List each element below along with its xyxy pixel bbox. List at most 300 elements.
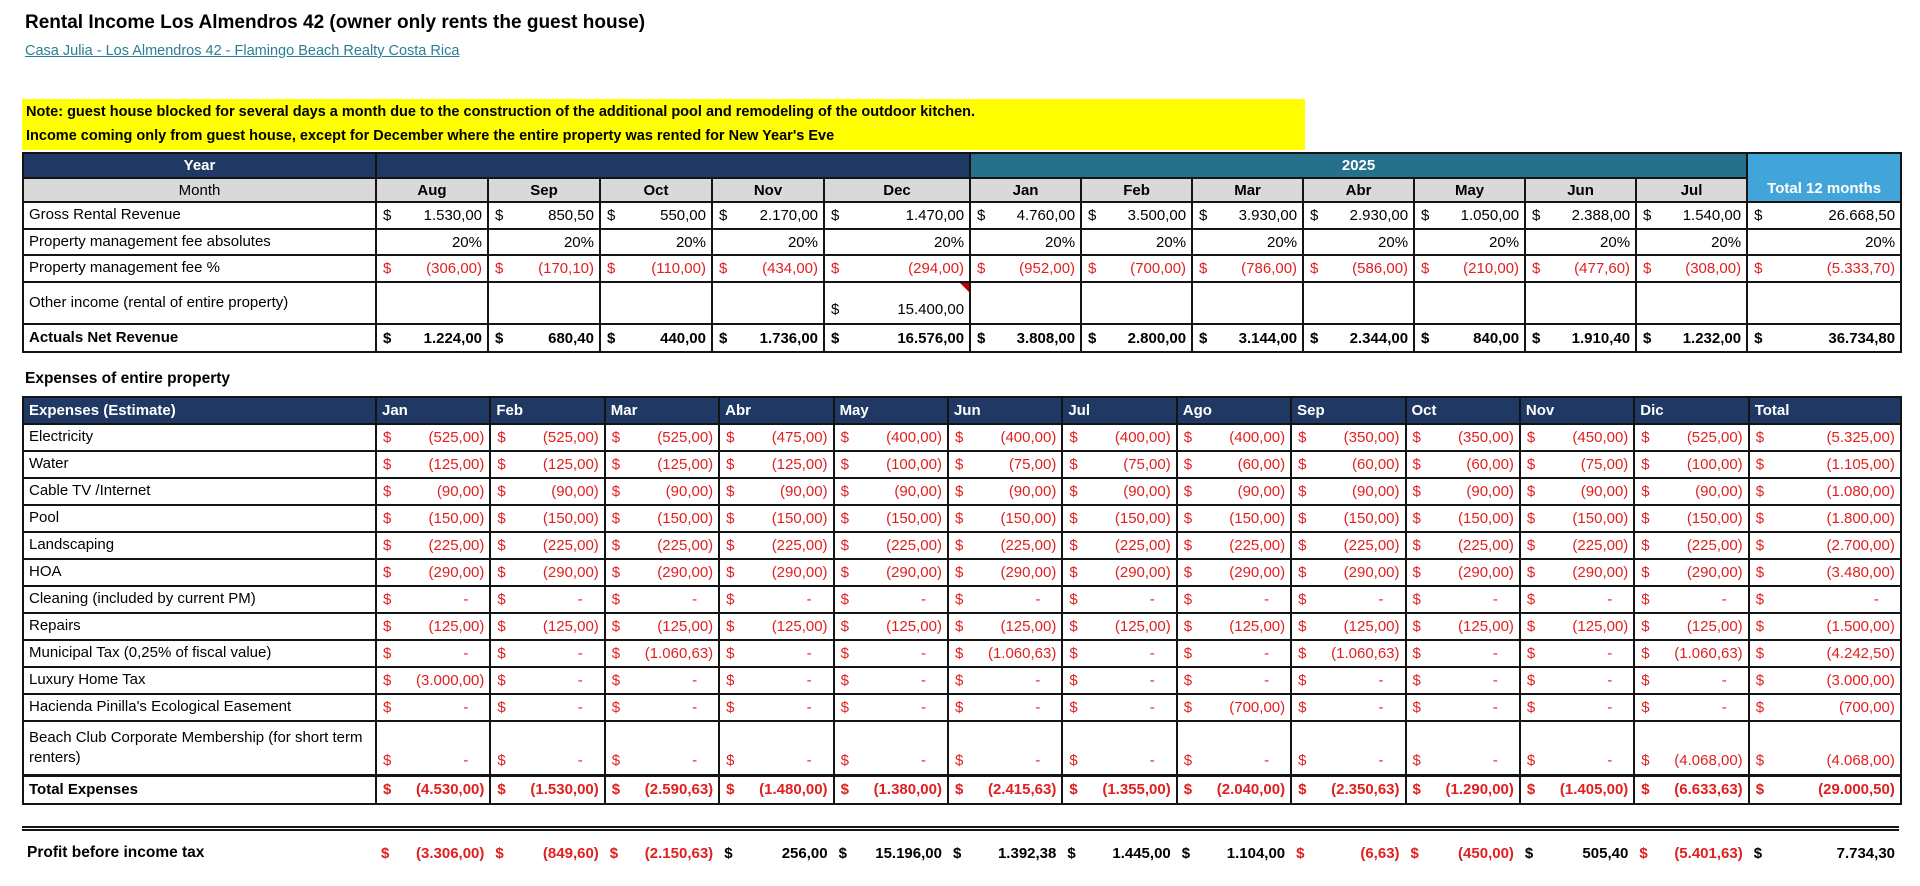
value-cell[interactable] — [1062, 532, 1176, 559]
value-cell[interactable] — [1520, 505, 1634, 532]
value-cell[interactable] — [490, 775, 604, 804]
value-cell[interactable] — [1177, 478, 1291, 505]
property-link[interactable]: Casa Julia - Los Almendros 42 - Flamingo Beach Realty Costa Rica — [25, 43, 460, 59]
year-2025-banner-cell[interactable]: 2025 — [970, 153, 1747, 178]
row-label[interactable]: Cable TV /Internet — [23, 478, 376, 505]
value-cell[interactable] — [1406, 613, 1520, 640]
value-cell[interactable] — [1062, 613, 1176, 640]
value-cell[interactable] — [1303, 202, 1414, 229]
value-cell[interactable] — [1291, 451, 1405, 478]
value-cell[interactable] — [719, 424, 833, 451]
value-cell[interactable] — [1177, 775, 1291, 804]
value-cell[interactable] — [1177, 559, 1291, 586]
value-cell[interactable] — [719, 613, 833, 640]
cell-value: - — [577, 591, 583, 608]
value-cell[interactable] — [1062, 694, 1176, 721]
value-cell[interactable] — [834, 775, 948, 804]
value-cell[interactable] — [712, 202, 824, 229]
month-header[interactable]: Jul — [1636, 178, 1747, 202]
value-cell[interactable] — [1634, 451, 1748, 478]
value-cell[interactable] — [376, 721, 490, 775]
value-cell[interactable] — [834, 451, 948, 478]
value-cell[interactable] — [490, 451, 604, 478]
value-cell[interactable] — [1062, 586, 1176, 613]
value-cell[interactable] — [1406, 505, 1520, 532]
value-cell[interactable] — [948, 694, 1062, 721]
value-cell[interactable] — [1749, 559, 1901, 586]
value-cell[interactable] — [375, 838, 489, 868]
value-cell[interactable] — [1634, 721, 1748, 775]
value-cell[interactable] — [605, 721, 719, 775]
value-cell[interactable] — [948, 640, 1062, 667]
value-cell[interactable] — [970, 324, 1081, 352]
value-cell[interactable] — [1192, 255, 1303, 282]
value-cell[interactable] — [1406, 640, 1520, 667]
value-cell[interactable] — [376, 229, 488, 255]
value-cell[interactable] — [1636, 324, 1747, 352]
month-header[interactable]: Dec — [824, 178, 970, 202]
value-cell[interactable] — [1749, 505, 1901, 532]
value-cell[interactable] — [1634, 667, 1748, 694]
value-cell[interactable] — [1747, 202, 1901, 229]
value-cell[interactable] — [824, 324, 970, 352]
month-header[interactable]: May — [1414, 178, 1525, 202]
value-cell[interactable] — [600, 202, 712, 229]
value-cell[interactable] — [1062, 505, 1176, 532]
value-cell[interactable] — [1177, 532, 1291, 559]
value-cell[interactable] — [1634, 424, 1748, 451]
value-cell[interactable] — [1634, 559, 1748, 586]
value-cell[interactable] — [1177, 721, 1291, 775]
row-label[interactable]: Cleaning (included by current PM) — [23, 586, 376, 613]
value-cell[interactable] — [1749, 775, 1901, 804]
value-cell[interactable] — [376, 451, 490, 478]
value-cell[interactable] — [1414, 255, 1525, 282]
value-cell[interactable] — [1634, 775, 1748, 804]
value-cell[interactable] — [719, 478, 833, 505]
month-header[interactable]: Abr — [719, 397, 833, 424]
month-header[interactable]: Abr — [1303, 178, 1414, 202]
value-cell[interactable] — [1634, 613, 1748, 640]
row-label[interactable]: Property management fee % — [23, 255, 376, 282]
value-cell[interactable] — [605, 424, 719, 451]
value-cell[interactable] — [1192, 324, 1303, 352]
value-cell[interactable] — [1636, 202, 1747, 229]
value-cell[interactable] — [376, 478, 490, 505]
value-cell[interactable] — [1520, 775, 1634, 804]
value-cell[interactable] — [490, 532, 604, 559]
value-cell[interactable] — [834, 694, 948, 721]
value-cell[interactable] — [1062, 559, 1176, 586]
value-cell[interactable] — [1192, 282, 1303, 324]
month-header[interactable]: Sep — [488, 178, 600, 202]
row-label[interactable]: Repairs — [23, 613, 376, 640]
value-cell[interactable] — [1525, 324, 1636, 352]
value-cell[interactable] — [1062, 424, 1176, 451]
value-cell[interactable] — [1177, 667, 1291, 694]
value-cell[interactable] — [1062, 775, 1176, 804]
value-cell[interactable] — [1177, 613, 1291, 640]
value-cell[interactable] — [1748, 838, 1900, 868]
profit-row-label[interactable]: Profit before income tax — [22, 838, 375, 868]
month-header[interactable]: May — [834, 397, 948, 424]
value-cell[interactable] — [1303, 229, 1414, 255]
value-cell[interactable] — [947, 838, 1061, 868]
value-cell[interactable] — [1177, 505, 1291, 532]
value-cell[interactable] — [1192, 229, 1303, 255]
month-header[interactable]: Dic — [1634, 397, 1748, 424]
value-cell[interactable] — [600, 255, 712, 282]
value-cell[interactable] — [719, 559, 833, 586]
row-label[interactable]: Total Expenses — [23, 775, 376, 804]
value-cell[interactable] — [1406, 532, 1520, 559]
value-cell[interactable] — [376, 586, 490, 613]
value-cell[interactable] — [376, 282, 488, 324]
expenses-header-label[interactable]: Expenses (Estimate) — [23, 397, 376, 424]
value-cell[interactable] — [1519, 838, 1633, 868]
value-cell[interactable] — [1749, 613, 1901, 640]
value-cell[interactable] — [605, 640, 719, 667]
value-cell[interactable] — [834, 667, 948, 694]
value-cell[interactable] — [489, 838, 603, 868]
value-cell[interactable] — [824, 229, 970, 255]
value-cell[interactable] — [490, 667, 604, 694]
value-cell[interactable] — [605, 694, 719, 721]
value-cell[interactable] — [1520, 451, 1634, 478]
value-cell[interactable] — [948, 775, 1062, 804]
value-cell[interactable] — [605, 559, 719, 586]
value-cell[interactable] — [488, 255, 600, 282]
value-cell[interactable] — [712, 282, 824, 324]
value-cell[interactable] — [1520, 559, 1634, 586]
value-cell[interactable] — [1525, 229, 1636, 255]
value-cell[interactable] — [970, 255, 1081, 282]
value-cell[interactable] — [1747, 282, 1901, 324]
value-cell[interactable] — [605, 478, 719, 505]
month-header[interactable]: Jan — [970, 178, 1081, 202]
value-cell[interactable] — [834, 586, 948, 613]
value-cell[interactable] — [1062, 451, 1176, 478]
value-cell[interactable] — [488, 202, 600, 229]
value-cell[interactable] — [605, 586, 719, 613]
value-cell[interactable] — [948, 424, 1062, 451]
value-cell[interactable] — [970, 229, 1081, 255]
month-header[interactable]: Mar — [1192, 178, 1303, 202]
value-cell[interactable] — [948, 559, 1062, 586]
value-cell[interactable] — [1414, 202, 1525, 229]
value-cell[interactable] — [490, 613, 604, 640]
value-cell[interactable] — [1303, 282, 1414, 324]
value-cell[interactable] — [1291, 532, 1405, 559]
value-cell[interactable] — [1525, 282, 1636, 324]
value-cell[interactable] — [833, 838, 947, 868]
value-cell[interactable] — [948, 586, 1062, 613]
value-cell[interactable] — [834, 424, 948, 451]
value-cell[interactable] — [1747, 229, 1901, 255]
value-cell[interactable] — [376, 640, 490, 667]
value-cell[interactable] — [1290, 838, 1404, 868]
value-cell[interactable] — [1520, 532, 1634, 559]
value-cell[interactable] — [1177, 424, 1291, 451]
value-cell[interactable] — [1061, 838, 1175, 868]
value-cell[interactable] — [948, 532, 1062, 559]
value-cell[interactable] — [376, 532, 490, 559]
month-header[interactable]: Jan — [376, 397, 490, 424]
value-cell[interactable] — [1749, 451, 1901, 478]
value-cell[interactable] — [718, 838, 832, 868]
value-cell[interactable] — [1291, 586, 1405, 613]
row-label[interactable]: Water — [23, 451, 376, 478]
value-cell[interactable] — [376, 424, 490, 451]
value-cell[interactable] — [1406, 667, 1520, 694]
value-cell[interactable] — [490, 478, 604, 505]
value-cell[interactable] — [1747, 324, 1901, 352]
value-cell[interactable] — [1525, 255, 1636, 282]
value-cell[interactable] — [605, 532, 719, 559]
value-cell[interactable] — [1291, 559, 1405, 586]
value-cell[interactable] — [1177, 451, 1291, 478]
value-cell[interactable] — [490, 505, 604, 532]
value-cell[interactable] — [1520, 667, 1634, 694]
value-cell[interactable] — [1081, 282, 1192, 324]
value-cell[interactable] — [834, 532, 948, 559]
row-label[interactable]: Beach Club Corporate Membership (for short term renters) — [23, 721, 376, 775]
value-cell[interactable] — [490, 586, 604, 613]
row-label[interactable]: Property management fee absolutes — [23, 229, 376, 255]
value-cell[interactable] — [1291, 694, 1405, 721]
value-cell[interactable] — [824, 202, 970, 229]
value-cell[interactable] — [1634, 694, 1748, 721]
value-cell[interactable] — [604, 838, 718, 868]
month-header[interactable]: Jul — [1062, 397, 1176, 424]
value-cell[interactable] — [1636, 229, 1747, 255]
value-cell[interactable] — [712, 255, 824, 282]
value-cell[interactable] — [605, 613, 719, 640]
value-cell[interactable] — [1062, 667, 1176, 694]
month-header[interactable]: Jun — [948, 397, 1062, 424]
value-cell[interactable] — [1405, 838, 1519, 868]
value-cell[interactable] — [948, 721, 1062, 775]
value-cell[interactable] — [376, 775, 490, 804]
value-cell[interactable] — [490, 721, 604, 775]
value-cell[interactable] — [1177, 640, 1291, 667]
value-cell[interactable] — [490, 559, 604, 586]
value-cell[interactable] — [1636, 282, 1747, 324]
value-cell[interactable] — [1749, 721, 1901, 775]
value-cell[interactable] — [1520, 478, 1634, 505]
value-cell[interactable] — [1406, 559, 1520, 586]
value-cell[interactable] — [719, 775, 833, 804]
value-cell[interactable] — [719, 694, 833, 721]
value-cell[interactable] — [719, 640, 833, 667]
value-cell[interactable] — [376, 324, 488, 352]
value-cell[interactable] — [605, 775, 719, 804]
month-header[interactable]: Ago — [1177, 397, 1291, 424]
value-cell[interactable] — [490, 640, 604, 667]
value-cell[interactable] — [1177, 586, 1291, 613]
value-cell[interactable] — [376, 255, 488, 282]
value-cell[interactable] — [834, 505, 948, 532]
value-cell[interactable] — [1406, 694, 1520, 721]
row-label[interactable]: Other income (rental of entire property) — [23, 282, 376, 324]
value-cell[interactable] — [1633, 838, 1747, 868]
month-header[interactable]: Sep — [1291, 397, 1405, 424]
value-cell[interactable] — [1749, 640, 1901, 667]
total-header[interactable]: Total — [1749, 397, 1901, 424]
value-cell[interactable] — [1634, 532, 1748, 559]
value-cell[interactable] — [948, 478, 1062, 505]
value-cell[interactable] — [1749, 667, 1901, 694]
value-cell[interactable] — [1525, 202, 1636, 229]
value-cell[interactable] — [948, 451, 1062, 478]
value-cell[interactable] — [1291, 640, 1405, 667]
value-cell[interactable] — [600, 229, 712, 255]
value-cell[interactable] — [1406, 721, 1520, 775]
row-label[interactable]: Municipal Tax (0,25% of fiscal value) — [23, 640, 376, 667]
value-cell[interactable] — [948, 505, 1062, 532]
value-cell[interactable] — [1062, 721, 1176, 775]
value-cell[interactable] — [1303, 255, 1414, 282]
value-cell[interactable] — [1176, 838, 1290, 868]
value-cell[interactable] — [488, 229, 600, 255]
value-cell[interactable] — [376, 613, 490, 640]
value-cell[interactable] — [1081, 324, 1192, 352]
value-cell[interactable] — [488, 324, 600, 352]
value-cell[interactable] — [488, 282, 600, 324]
value-cell[interactable] — [605, 451, 719, 478]
value-cell[interactable] — [719, 721, 833, 775]
row-label[interactable]: Gross Rental Revenue — [23, 202, 376, 229]
month-header[interactable]: Feb — [490, 397, 604, 424]
value-cell[interactable] — [970, 282, 1081, 324]
value-cell[interactable] — [1520, 424, 1634, 451]
value-cell[interactable] — [600, 324, 712, 352]
value-cell[interactable] — [376, 667, 490, 694]
value-cell[interactable] — [1634, 505, 1748, 532]
value-cell[interactable] — [1081, 202, 1192, 229]
value-cell[interactable] — [1406, 451, 1520, 478]
value-cell[interactable] — [1291, 667, 1405, 694]
value-cell[interactable] — [719, 532, 833, 559]
value-cell[interactable] — [1414, 229, 1525, 255]
value-cell[interactable] — [1291, 613, 1405, 640]
month-header[interactable]: Mar — [605, 397, 719, 424]
value-cell[interactable] — [1414, 282, 1525, 324]
value-cell[interactable] — [1749, 586, 1901, 613]
value-cell[interactable] — [490, 424, 604, 451]
value-cell[interactable] — [1303, 324, 1414, 352]
row-label[interactable]: Landscaping — [23, 532, 376, 559]
month-header[interactable]: Jun — [1525, 178, 1636, 202]
value-cell[interactable] — [1414, 324, 1525, 352]
value-cell[interactable] — [1749, 478, 1901, 505]
value-cell[interactable] — [1520, 586, 1634, 613]
value-cell[interactable] — [834, 640, 948, 667]
value-cell[interactable] — [600, 282, 712, 324]
row-label[interactable]: Electricity — [23, 424, 376, 451]
value-cell[interactable] — [1406, 478, 1520, 505]
value-cell[interactable] — [376, 202, 488, 229]
month-header[interactable]: Oct — [1406, 397, 1520, 424]
year-header-cell[interactable]: Year — [23, 153, 376, 178]
value-cell[interactable] — [1520, 640, 1634, 667]
value-cell[interactable] — [376, 694, 490, 721]
value-cell[interactable] — [1081, 255, 1192, 282]
value-cell[interactable] — [1749, 424, 1901, 451]
value-cell[interactable] — [1291, 775, 1405, 804]
value-cell[interactable] — [605, 667, 719, 694]
total-12-months-header[interactable]: Total 12 months — [1747, 153, 1901, 202]
value-cell[interactable] — [1636, 255, 1747, 282]
month-header[interactable]: Nov — [1520, 397, 1634, 424]
value-cell[interactable] — [1177, 694, 1291, 721]
value-cell[interactable] — [1406, 586, 1520, 613]
value-cell[interactable] — [1406, 424, 1520, 451]
value-cell[interactable] — [719, 586, 833, 613]
value-cell[interactable] — [1634, 478, 1748, 505]
row-label[interactable]: Luxury Home Tax — [23, 667, 376, 694]
value-cell[interactable] — [948, 613, 1062, 640]
value-cell[interactable] — [1291, 478, 1405, 505]
value-cell[interactable] — [1634, 586, 1748, 613]
value-cell[interactable] — [824, 255, 970, 282]
month-row-label[interactable]: Month — [23, 178, 376, 202]
month-header[interactable]: Aug — [376, 178, 488, 202]
value-cell[interactable] — [490, 694, 604, 721]
value-cell[interactable] — [1291, 505, 1405, 532]
row-label[interactable]: Hacienda Pinilla's Ecological Easement — [23, 694, 376, 721]
value-cell[interactable] — [719, 667, 833, 694]
value-cell[interactable] — [834, 559, 948, 586]
value-cell[interactable] — [1747, 255, 1901, 282]
value-cell[interactable] — [1634, 640, 1748, 667]
value-cell[interactable] — [1520, 721, 1634, 775]
value-cell[interactable] — [834, 478, 948, 505]
value-cell[interactable] — [1749, 532, 1901, 559]
value-cell[interactable] — [1192, 202, 1303, 229]
row-label[interactable]: Actuals Net Revenue — [23, 324, 376, 352]
value-cell-with-comment-marker[interactable] — [824, 282, 970, 324]
value-cell[interactable] — [1406, 775, 1520, 804]
month-header[interactable]: Oct — [600, 178, 712, 202]
value-cell[interactable] — [948, 667, 1062, 694]
value-cell[interactable] — [834, 613, 948, 640]
row-label[interactable]: HOA — [23, 559, 376, 586]
value-cell[interactable] — [1081, 229, 1192, 255]
value-cell[interactable] — [1749, 694, 1901, 721]
value-cell[interactable] — [376, 505, 490, 532]
value-cell[interactable] — [712, 324, 824, 352]
month-header[interactable]: Nov — [712, 178, 824, 202]
value-cell[interactable] — [719, 451, 833, 478]
value-cell[interactable] — [1062, 640, 1176, 667]
value-cell[interactable] — [970, 202, 1081, 229]
row-label[interactable]: Pool — [23, 505, 376, 532]
value-cell[interactable] — [834, 721, 948, 775]
value-cell[interactable] — [712, 229, 824, 255]
value-cell[interactable] — [1062, 478, 1176, 505]
month-header[interactable]: Feb — [1081, 178, 1192, 202]
cell-value: (125,00) — [1229, 618, 1286, 635]
value-cell[interactable] — [605, 505, 719, 532]
prior-year-banner-cell[interactable] — [376, 153, 970, 178]
value-cell[interactable] — [719, 505, 833, 532]
value-cell[interactable] — [1520, 613, 1634, 640]
value-cell[interactable] — [1520, 694, 1634, 721]
value-cell[interactable] — [376, 559, 490, 586]
value-cell[interactable] — [1291, 721, 1405, 775]
value-cell[interactable] — [1291, 424, 1405, 451]
